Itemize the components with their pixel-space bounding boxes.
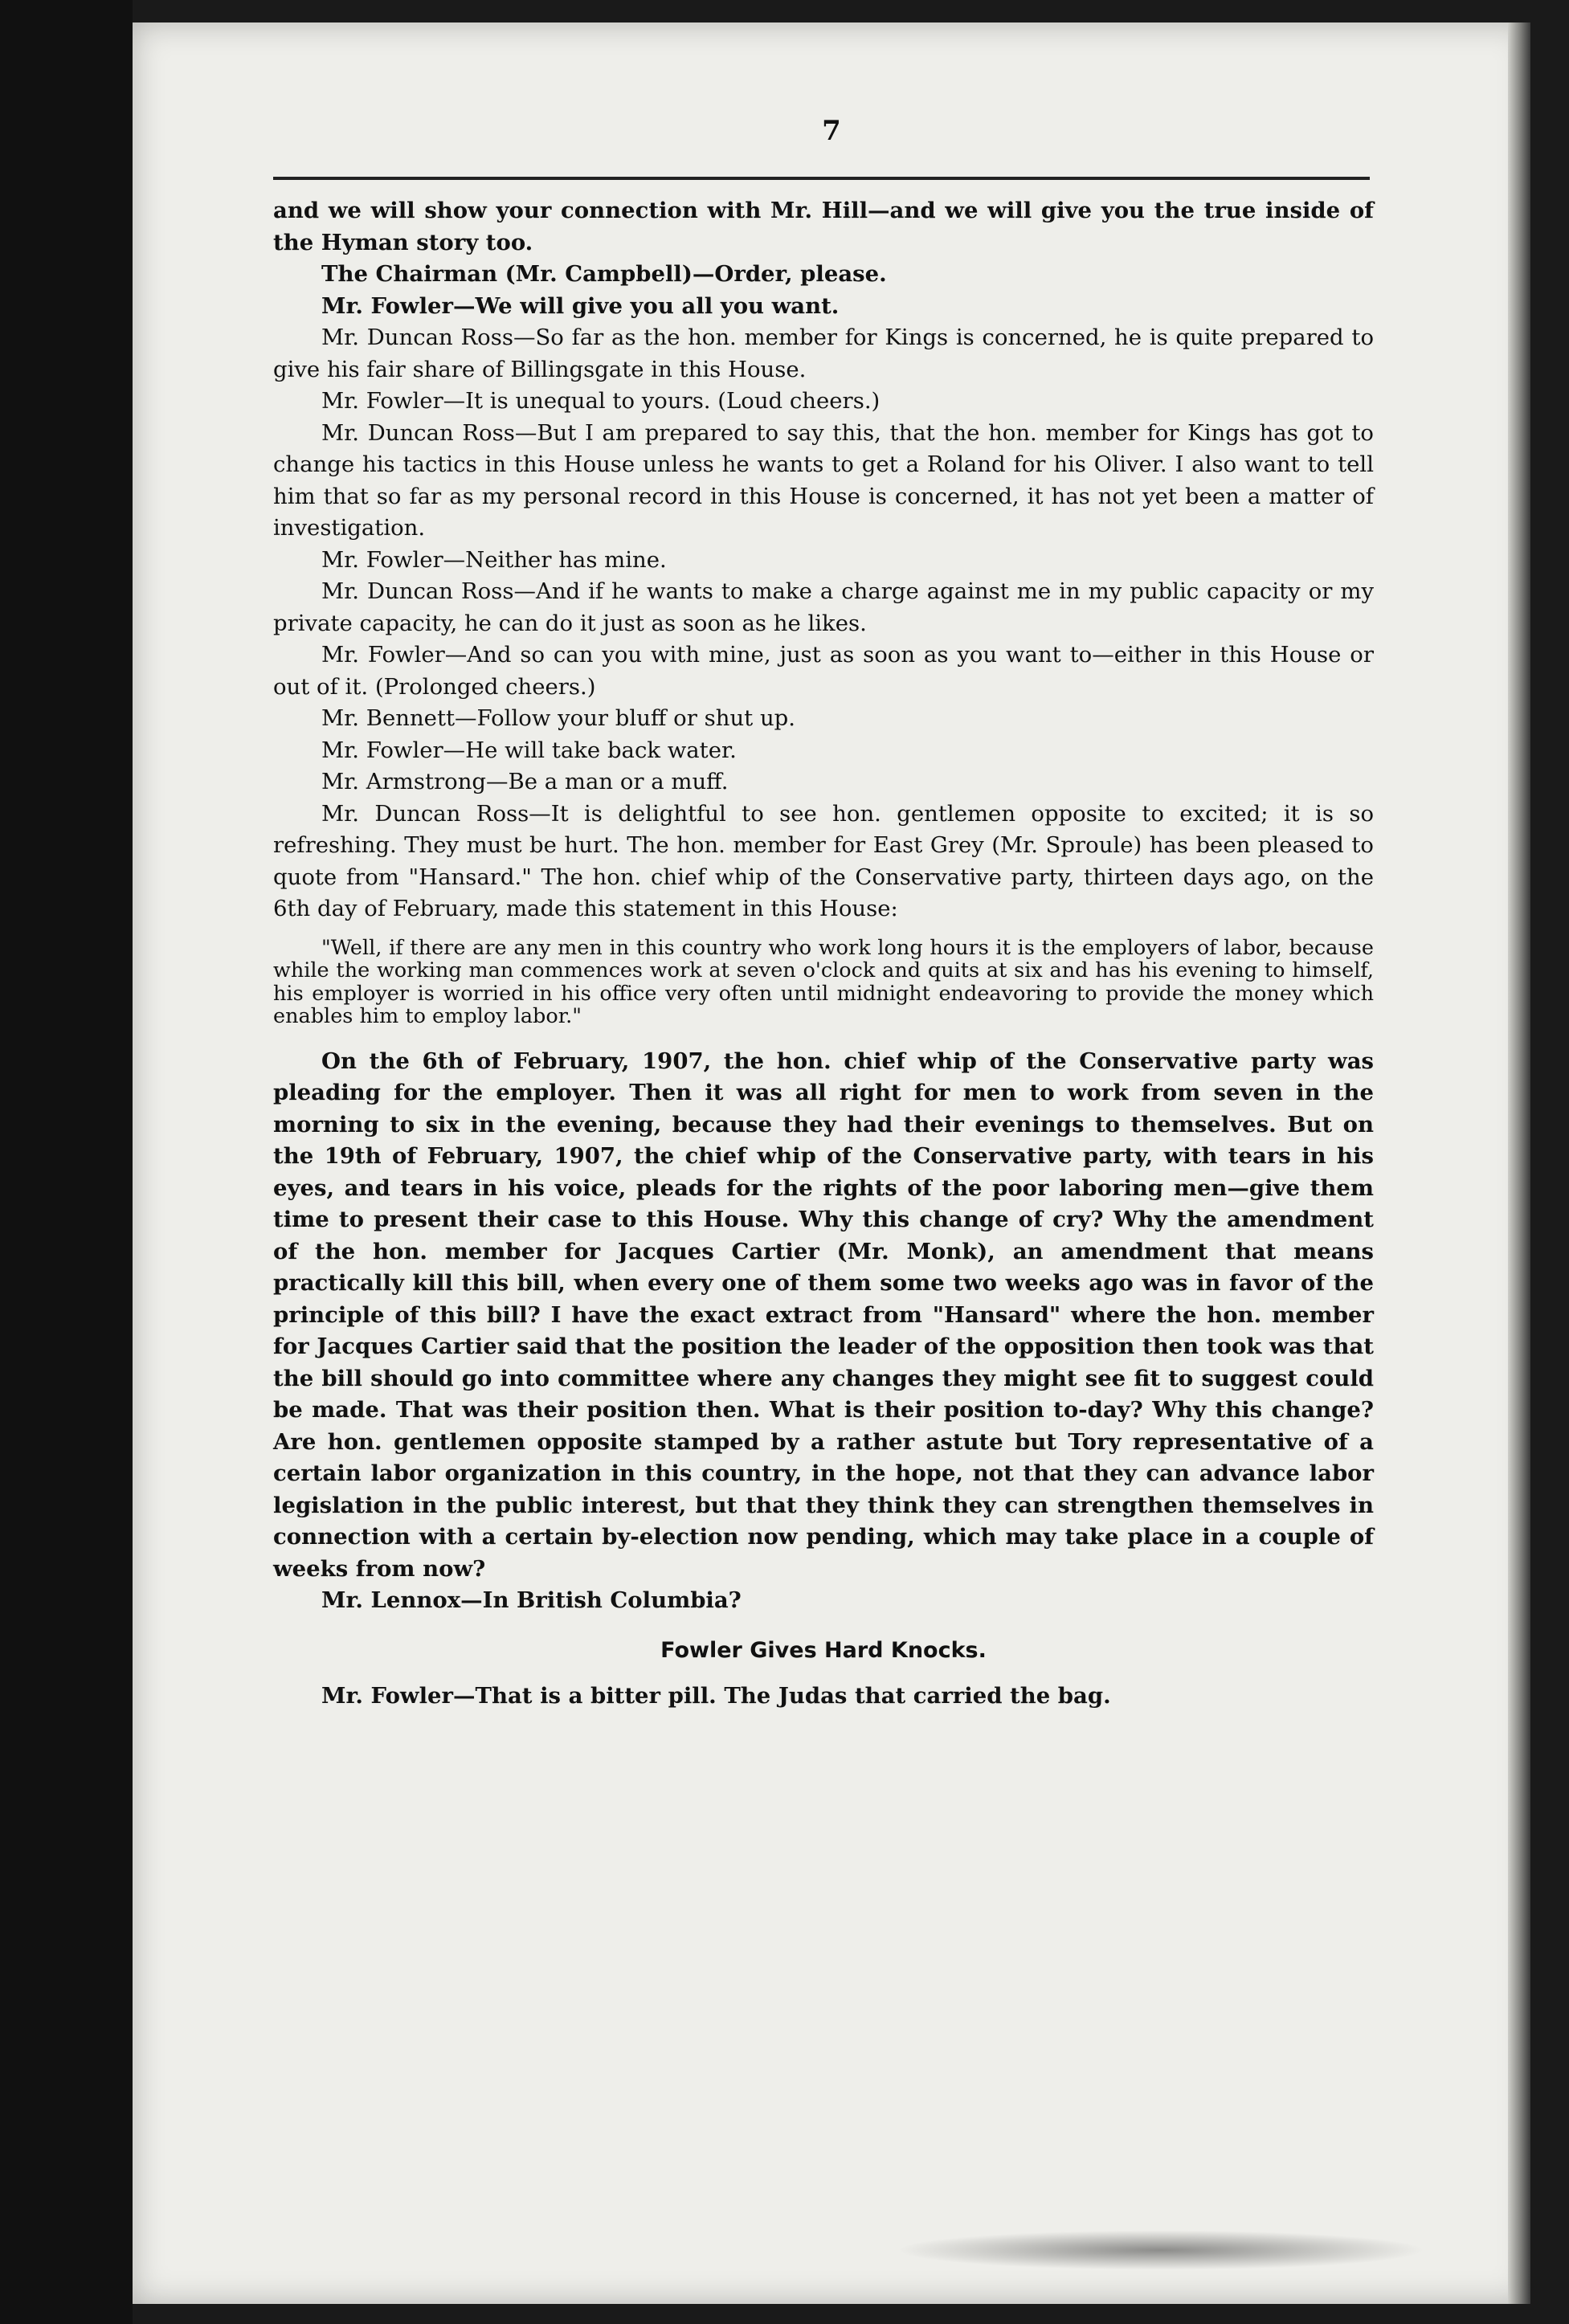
paragraph: Mr. Fowler—Neither has mine. [321,546,667,573]
paragraph: The Chairman (Mr. Campbell)—Order, please. [321,261,887,287]
header-rule [273,177,1370,180]
block-quote: "Well, if there are any men in this country who work long hours it is the employers of labor, because while the working man commences work at seven o'clock and quits at six and has his evening to himself, his employer is worried in his office very often until midnight endeavoring to provide the money which enables him to employ labor." [273,935,1374,1028]
document-page [133,22,1530,2304]
paragraph: Mr. Bennett—Follow your bluff or shut up. [321,705,796,731]
scan-border-left [0,0,133,2324]
paragraph: Mr. Fowler—We will give you all you want. [321,292,840,319]
paragraph: Mr. Fowler—It is unequal to yours. (Loud cheers.) [321,388,881,414]
paragraph: Mr. Duncan Ross—But I am prepared to say this, that the hon. member for Kings has got to change his tactics in this House unless he wants to get a Roland for his Oliver. I also want to tell him that so far as my personal record in this House is concerned, it has not yet been a matter of investigation. [273,419,1374,541]
scan-smudge [896,2230,1426,2270]
paragraph: Mr. Armstrong—Be a man or a muff. [321,769,729,794]
paragraph: Mr. Fowler—That is a bitter pill. The Judas that carried the bag. [321,1683,1111,1709]
paragraph: On the 6th of February, 1907, the hon. chief whip of the Conservative party was pleading for the employer. Then it was all right for men to work from seven in the morning to six in the evening, because they had their evenings to themselves. But on the 19th of February, 1907, the chief whip of the Conservative party, with tears in his eyes, and tears in his voice, pleads for the rights of the poor laboring men—give them time to present their case to this House. Why this change of cry? Why the amendment of the hon. member for Jacques Cartier (Mr. Monk), an amendment that means practically kill this bill, when every one of them some two weeks ago was in favor of the principle of this bill? I have the exact extract from "Hansard" where the hon. member for Jacques Cartier said that the position the leader of the opposition then took was that the bill should go into committee where any changes they might see fit to suggest could be made. That was their position then. What is their position to-day? Why this change? Are hon. gentlemen opposite stamped by a rather astute but Tory representative of a certain labor organization in this country, in the hope, not that they can advance labor legislation in the public interest, but that they think they can strengthen themselves in connection with a certain by-election now pending, which may take place in a couple of weeks from now? [273,1048,1374,1582]
paragraph: Mr. Lennox—In British Columbia? [321,1587,742,1613]
paragraph: Mr. Duncan Ross—So far as the hon. member for Kings is concerned, he is quite prepared to give his fair share of Billingsgate in this House. [273,325,1374,382]
page-edge-shadow [1508,22,1530,2304]
paragraph: and we will show your connection with Mr. Hill—and we will give you the true inside of the Hyman story too. [273,198,1374,255]
paragraph: Mr. Fowler—And so can you with mine, just as soon as you want to—either in this House or out of it. (Prolonged cheers.) [273,642,1374,700]
page-body [273,195,1374,1713]
paragraph: Mr. Fowler—He will take back water. [321,737,737,763]
paragraph: Mr. Duncan Ross—And if he wants to make a charge against me in my public capacity or my private capacity, he can do it just as soon as he likes. [273,578,1374,636]
page-number: 7 [822,115,841,147]
section-heading: Fowler Gives Hard Knocks. [660,1637,987,1663]
paragraph: Mr. Duncan Ross—It is delightful to see hon. gentlemen opposite to excited; it is so refreshing. They must be hurt. The hon. member for East Grey (Mr. Sproule) has been pleased to quote from "Hansard." The hon. chief whip of the Conservative party, thirteen days ago, on the 6th day of February, made this statement in this House: [273,800,1374,921]
